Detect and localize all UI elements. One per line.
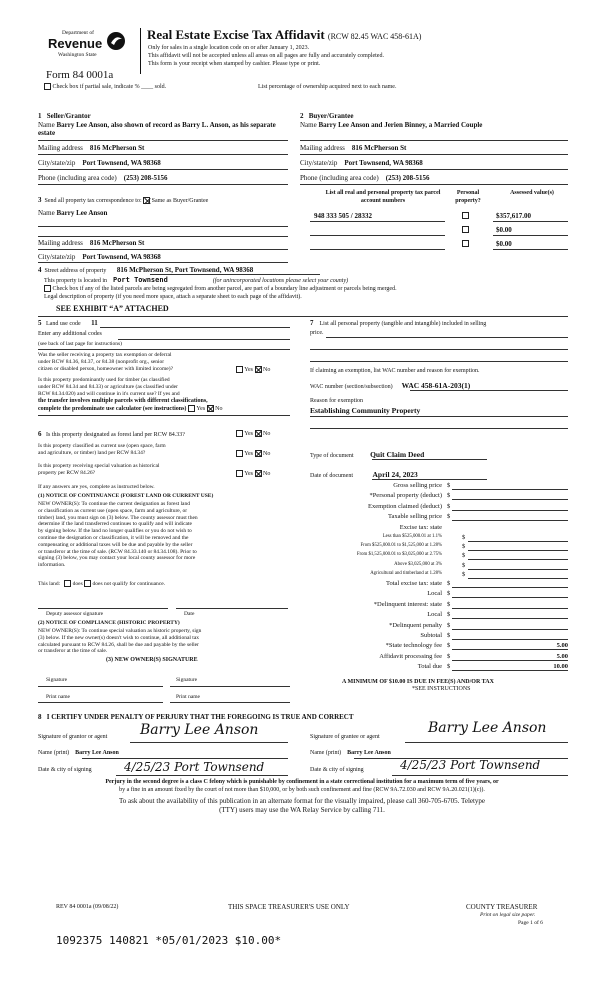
grantor-signature[interactable]: Barry Lee Anson [140,722,259,738]
tax-dollar-sign: $ [462,570,466,578]
buyer-address[interactable]: 816 McPherson St [351,144,407,152]
corr-city-row: City/state/zip Port Townsend, WA 98368 [38,253,161,261]
seller-city[interactable]: Port Townsend, WA 98368 [82,159,161,167]
tax-dollar-sign: $ [447,502,451,510]
document-type[interactable]: Quit Claim Deed [370,450,425,459]
tax-dollar-sign: $ [447,642,451,650]
buyer-phone-row: Phone (including area code) (253) 208-5156 [300,174,430,182]
corr-city[interactable]: Port Townsend, WA 98368 [82,253,161,261]
header-note-3: This form is your receipt when stamped by cashier. Please type or print. [148,61,321,67]
timber-no-checkbox[interactable] [207,405,214,412]
tax-row-label: Local [427,611,442,619]
current-use-no-checkbox[interactable] [255,450,262,457]
legal-description-label: Legal description of property (if you need more space, attach a separate sheet to each page of the affidavit). [44,294,302,300]
grantor-date-city[interactable]: 4/25/23 Port Townsend [124,760,265,774]
exemption-reason[interactable]: Establishing Community Property [310,406,421,415]
notice-compliance-title: (2) NOTICE OF COMPLIANCE (HISTORIC PROPERTY) [38,620,180,626]
land-use-code[interactable]: 11 [91,319,98,327]
document-date[interactable]: April 24, 2023 [372,470,418,479]
exemption-question: Was the seller receiving a property tax exemption or deferral under RCW 84.36, 84.37, or 84.38 (nonprofit org., senior citizen or disabled person, homeowner with limited income)? [38,352,174,372]
seller-name[interactable]: Barry Lee Anson, also shown of record as Barry L. Anson, as his separate estate [38,121,276,137]
personal-property-checkbox-2[interactable] [462,226,469,233]
parcel-col-header-3: Assessed value(s) [510,190,554,196]
correspondence-row: 3 Send all property tax correspondence to: Same as Buyer/Grantee [38,196,209,204]
tax-dollar-sign: $ [447,492,451,500]
parcel-number-1[interactable]: 948 333 505 / 28332 [314,212,372,220]
tax-row-label: *State technology fee [385,642,442,650]
tax-dollar-sign: $ [447,600,451,608]
parcel-col-header-1: List all real and personal property tax parcel account numbers [325,190,441,204]
forest-no-checkbox[interactable] [255,430,262,437]
document-type-row: Type of document Quit Claim Deed [310,450,425,459]
tax-row-label: Total due [417,663,442,671]
forest-yes-no: Yes No [236,430,270,437]
tax-row-value[interactable]: 5.00 [556,642,568,650]
grantee-print-name[interactable]: Barry Lee Anson [347,750,391,756]
historic-yes-no: Yes No [236,470,270,477]
revenue-swirl-icon [106,31,126,51]
tax-row-label: From $525,000.01 to $1,525,000 at 1.28% [360,543,442,549]
deputy-date-label: Date [184,611,195,617]
any-yes-note: If any answers are yes, complete as instructed below. [38,484,155,490]
dept-state: Washington State [58,52,97,58]
personal-property-list-label: 7 List all personal property (tangible and intangible) included in selling price. [310,319,487,336]
buyer-name-row: Name Barry Lee Anson and Jerien Binney, a Married Couple [300,121,483,129]
buyer-city-row: City/state/zip Port Townsend, WA 98368 [300,159,423,167]
partial-sale-row: Check box if partial sale, indicate % ____ sold. [44,83,166,90]
tax-row-label: *Delinquent interest: state [373,600,442,608]
tax-row-label: Less than $525,000.01 at 1.1% [382,534,442,539]
does-not-checkbox[interactable] [84,580,91,587]
wac-number[interactable]: WAC 458-61A-203(1) [401,381,471,390]
tax-row-label: *Personal property (deduct) [369,492,442,500]
revenue-logo [44,28,129,66]
tax-row-value[interactable]: 5.00 [556,652,568,660]
header-note-1: Only for sales in a single location code on or after January 1, 2023. [148,45,310,51]
buyer-name[interactable]: Barry Lee Anson and Jerien Binney, a Married Couple [318,121,483,129]
tax-row-label: Excise tax: state [399,523,442,531]
historic-yes-checkbox[interactable] [236,470,243,477]
partial-sale-checkbox[interactable] [44,83,51,90]
seller-address[interactable]: 816 McPherson St [89,144,145,152]
segregated-checkbox[interactable] [44,285,51,292]
tax-row-label: Agricultural and timberland at 1.28% [370,570,442,576]
treasurer-stamp: 1092375 140821 *05/01/2023 $10.00* [56,934,282,947]
tax-row-value[interactable]: 10.00 [553,663,568,671]
same-as-buyer-checkbox[interactable] [143,197,150,204]
tax-dollar-sign: $ [447,621,451,629]
tax-dollar-sign: $ [462,552,466,560]
tax-row-label: From $1,525,000.01 to $3,025,000 at 2.75% [356,552,442,558]
does-checkbox[interactable] [64,580,71,587]
perjury-statement: Perjury in the second degree is a class C felony which is punishable by confinement in a state correctional institution for a maximum term of five years, or by a fine in an amount fixed by the court of not more than $10,000, or by both such confinement and fine (RCW 9A.72.030 and RCW 9A.20.021(1)(c)). [105,779,499,793]
new-owner-signature-heading: (3) NEW OWNER(S) SIGNATURE [106,657,198,663]
form-revision: REV 84 0001a (09/08/22) [56,904,119,910]
additional-codes-see: (see back of last page for instructions) [38,341,122,347]
exemption-yes-checkbox[interactable] [236,366,243,373]
owner-print-label-1: Print name [46,694,70,700]
tax-row-label: Total excise tax: state [385,580,442,587]
minimum-due-note: A MINIMUM OF $10.00 IS DUE IN FEE(S) AND/OR TAX [342,679,494,685]
tax-dollar-sign: $ [447,652,451,660]
segregated-row: Check box if any of the listed parcels are being segregated from another parcel, are part of a boundary line adjustment or parcels being merged. [44,285,397,292]
exemption-yes-no: Yes No [236,366,270,373]
personal-property-checkbox-3[interactable] [462,240,469,247]
notice-compliance-text: NEW OWNER(S): To continue special valuation as historic property, sign (3) below. If the new owner(s) doesn't wish to continue, all additional tax calculated pursuant to RCW 84.26, shall be due and payable by the seller or transferor at the time of sale. [38,628,202,655]
alternate-format-note: To ask about the availability of this publication in an alternate format for the visually impaired, please call 360-705-6705. Teletype (TTY) users may use the WA Relay Service by calling 711. [118,797,486,814]
this-land-row: This land: does does not qualify for continuance. [38,580,166,587]
seller-phone[interactable]: (253) 208-5156 [123,174,168,182]
grantor-date-label: Date & city of signing [38,767,92,773]
exemption-no-checkbox[interactable] [255,366,262,373]
tax-dollar-sign: $ [447,590,451,598]
certify-heading: 8 I CERTIFY UNDER PENALTY OF PERJURY THAT THE FOREGOING IS TRUE AND CORRECT [38,713,354,721]
document-date-row: Date of document April 24, 2023 [310,470,418,479]
owner-print-label-2: Print name [176,694,200,700]
historic-question: Is this property receiving special valuation as historical property per RCW 84.26? [38,463,160,476]
corr-name-row: Name Barry Lee Anson [38,209,108,217]
tax-dollar-sign: $ [447,632,451,639]
seller-heading: 1 Seller/Grantor [38,112,91,120]
grantee-date-label: Date & city of signing [310,767,364,773]
deputy-signature-label: Deputy assessor signature [46,611,104,617]
land-use-row: 5 Land use code 11 [38,319,98,327]
tax-row-label: Subtotal [420,632,442,639]
see-instructions-note: *SEE INSTRUCTIONS [412,686,471,692]
grantee-name-row: Name (print) Barry Lee Anson [310,750,391,756]
wac-intro: If claiming an exemption, list WAC number and reason for exemption. [310,368,480,374]
assessed-value-1[interactable]: $357,617.00 [496,212,531,220]
notice-continuance-text: NEW OWNER(S): To continue the current designation as forest land or classification as current use (open space, farm and agriculture, or timber) land, you must sign on (3) below. The county assessor must then determine if the land transferred continues to qualify and will indicate by signing below. If the land no longer qualifies or you do not wish to continue the designation or classification, it will be removed and the compensating or additional taxes will be due and payable by the seller or transferor at the time of sale. (RCW 84.33.140 or 84.34.108). Prior to signing (3) below, you may contact your local county assessor for more information. [38,501,198,569]
assessed-value-3[interactable]: $0.00 [496,240,512,248]
seller-name-row: Name Barry Lee Anson, also shown of record as Barry L. Anson, as his separate estate [38,121,276,137]
tax-row-label: Gross selling price [393,482,442,489]
tax-row-label: Exemption claimed (deduct) [367,502,442,510]
tax-dollar-sign: $ [447,482,451,489]
grantee-signature[interactable]: Barry Lee Anson [428,720,547,736]
corr-address[interactable]: 816 McPherson St [89,239,145,247]
owner-signature-label-2: Signature [176,677,198,683]
personal-property-checkbox-1[interactable] [462,212,469,219]
grantor-print-name[interactable]: Barry Lee Anson [75,750,119,756]
tax-dollar-sign: $ [447,663,451,671]
corr-address-row: Mailing address 816 McPherson St [38,239,145,247]
header-divider [140,28,141,74]
current-use-question: Is this property classified as current use (open space, farm and agriculture, or timber) land per RCW 84.34? [38,443,166,456]
reason-label: Reason for exemption [310,398,363,404]
percentage-note: List percentage of ownership acquired next to each name. [258,84,397,90]
header-note-2: This affidavit will not be accepted unless all areas on all pages are fully and accurately completed. [148,53,384,59]
buyer-address-row: Mailing address 816 McPherson St [300,144,407,152]
located-row: This property is located in Port Townsend (for unincorporated locations please select your county) [44,276,349,284]
tax-dollar-sign: $ [462,534,466,541]
seller-address-row: Mailing address 816 McPherson St [38,144,145,152]
tax-row-label: Affidavit processing fee [379,652,442,660]
grantee-date-city[interactable]: 4/25/23 Port Townsend [400,758,541,772]
dept-top: Department of [62,30,94,36]
owner-signature-label-1: Signature [46,677,68,683]
tax-dollar-sign: $ [462,561,466,569]
grantee-signature-label: Signature of grantee or agent [310,734,380,740]
form-title: Real Estate Excise Tax Affidavit (RCW 82.45 WAC 458-61A) [147,27,422,42]
tax-dollar-sign: $ [462,543,466,551]
buyer-city[interactable]: Port Townsend, WA 98368 [344,159,423,167]
property-location[interactable]: Port Townsend [113,276,168,284]
buyer-heading: 2 Buyer/Grantee [300,112,354,120]
county-treasurer: COUNTY TREASURER [466,903,538,911]
legal-paper-note: Print on legal size paper. [480,912,536,918]
notice-continuance-title: (1) NOTICE OF CONTINUANCE (FOREST LAND OR CURRENT USE) [38,493,214,499]
grantor-name-row: Name (print) Barry Lee Anson [38,750,119,756]
timber-yes-checkbox[interactable] [188,405,195,412]
seller-phone-row: Phone (including area code) (253) 208-5156 [38,174,168,182]
street-row: 4 Street address of property 816 McPherson St, Port Townsend, WA 98368 [38,266,254,274]
corr-name[interactable]: Barry Lee Anson [56,209,108,217]
current-use-yes-checkbox[interactable] [236,450,243,457]
forest-yes-checkbox[interactable] [236,430,243,437]
tax-row-label: Local [427,590,442,598]
grantor-signature-label: Signature of grantor or agent [38,734,108,740]
legal-description[interactable]: SEE EXHIBIT “A” ATTACHED [56,304,169,313]
page-number: Page 1 of 6 [518,920,543,926]
current-use-yes-no: Yes No [236,450,270,457]
parcel-col-header-2: Personal property? [455,190,481,204]
tax-row-label: Taxable selling price [387,513,442,521]
timber-question: Is this property predominantly used for timber (as classified under RCW 84.34 and 84.33) or agriculture (as classified under RCW 84.34.020) and will continue in it's current use? If yes and the transfer involves multiple parcels with different classifications, complete the predominate use calculator (see instructions) Yes No [38,377,223,412]
form-number: Form 84 0001a [46,69,114,81]
tax-row-label: *Delinquent penalty [389,621,442,629]
seller-city-row: City/state/zip Port Townsend, WA 98368 [38,159,161,167]
tax-dollar-sign: $ [447,611,451,619]
assessed-value-2[interactable]: $0.00 [496,226,512,234]
tax-dollar-sign: $ [447,513,451,521]
forest-question: 6 Is this property designated as forest land per RCW 84.33? [38,430,185,438]
tax-row-label: Above $3,025,000 at 3% [394,561,442,567]
dept-name: Revenue [48,36,103,51]
historic-no-checkbox[interactable] [255,470,262,477]
wac-row: WAC number (section/subsection) WAC 458-61A-203(1) [310,381,471,390]
treasurer-use-only: THIS SPACE TREASURER'S USE ONLY [228,903,350,911]
additional-codes: Enter any additional codes [38,331,102,337]
property-street[interactable]: 816 McPherson St, Port Townsend, WA 98368 [116,266,254,274]
tax-dollar-sign: $ [447,580,451,587]
buyer-phone[interactable]: (253) 208-5156 [385,174,430,182]
